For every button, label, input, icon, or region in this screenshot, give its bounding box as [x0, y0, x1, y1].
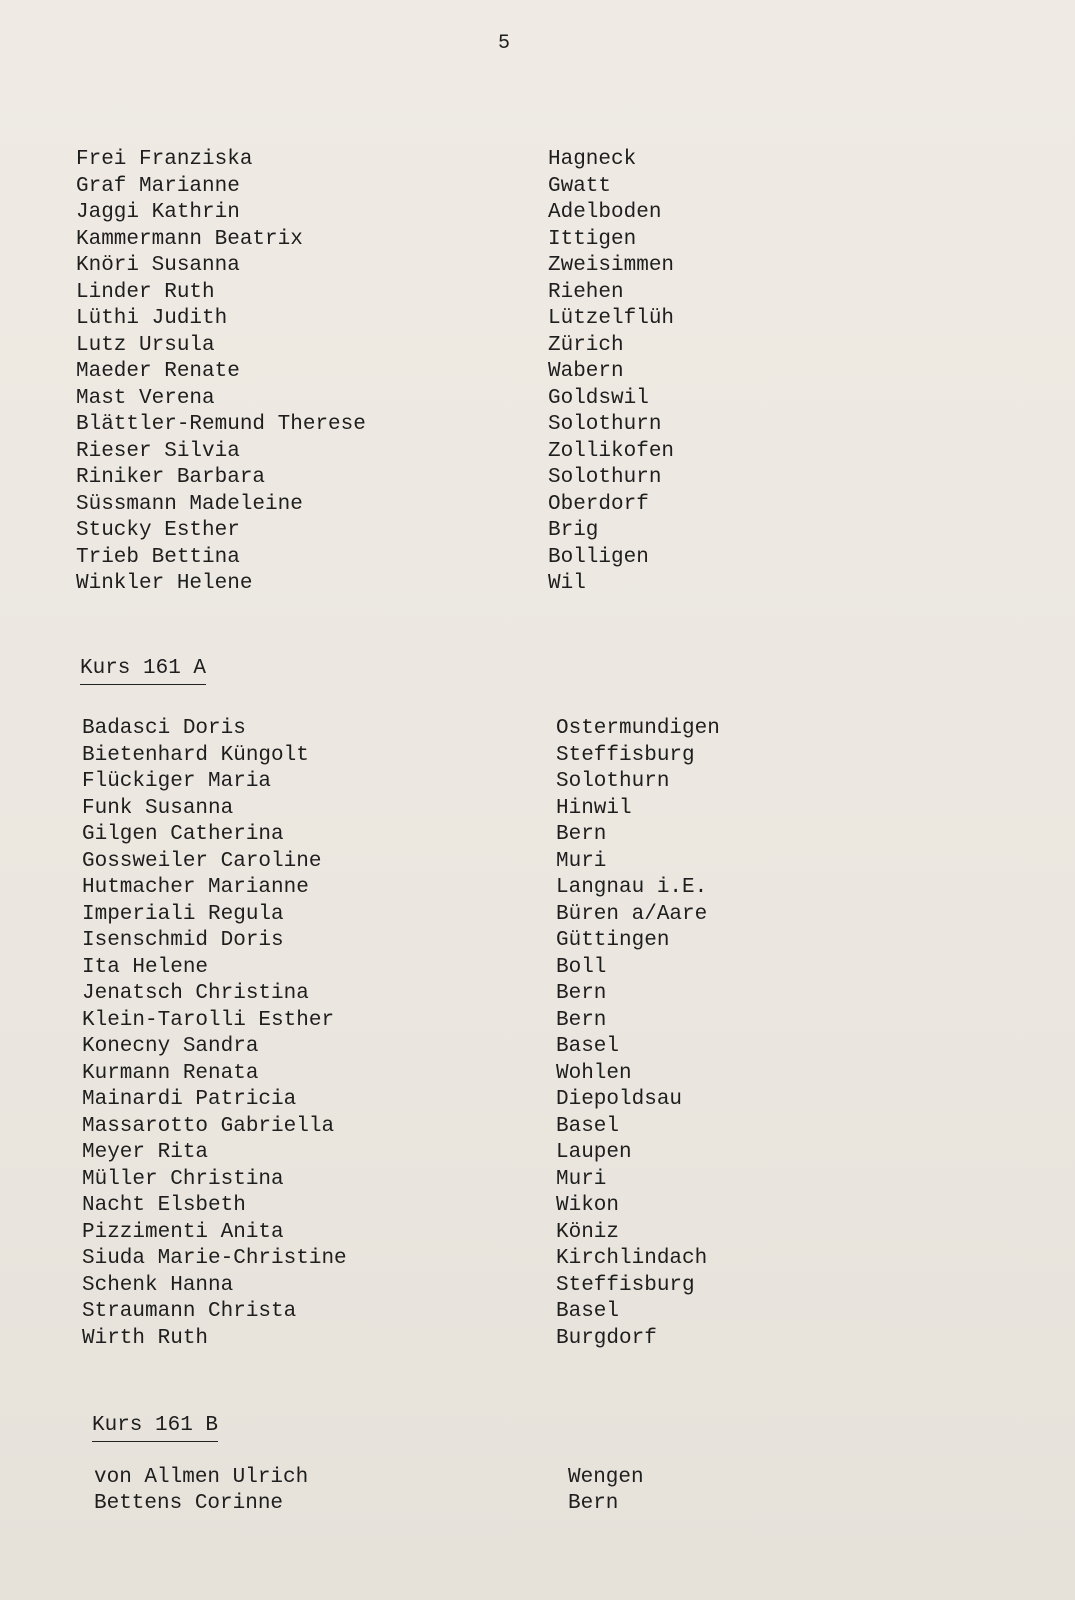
- participant-name: Knöri Susanna: [76, 254, 240, 277]
- list-item: [0, 1114, 1075, 1141]
- list-item: [0, 1061, 1075, 1088]
- list-item: [0, 253, 1075, 280]
- participant-place: Zollikofen: [548, 439, 675, 463]
- participant-place: Steffisburg: [556, 743, 695, 767]
- participant-place: Wohlen: [556, 1061, 632, 1085]
- list-item: [0, 822, 1075, 849]
- list-item: [0, 1491, 1075, 1517]
- participant-name: Stucky Esther: [76, 519, 240, 542]
- list-item: [0, 1193, 1075, 1220]
- list-item: [0, 306, 1075, 333]
- list-item: [0, 875, 1075, 902]
- participant-name: Winkler Helene: [76, 572, 253, 595]
- list-item: [0, 849, 1075, 876]
- participant-name: von Allmen Ulrich: [94, 1466, 309, 1489]
- participant-name: Meyer Rita: [82, 1141, 209, 1164]
- participant-place: Bolligen: [548, 545, 649, 569]
- participant-place: Bern: [556, 1008, 607, 1032]
- list-item: [0, 147, 1075, 174]
- participant-place: Gwatt: [548, 174, 612, 198]
- list-item: [0, 1273, 1075, 1300]
- participant-name: Gilgen Catherina: [82, 823, 284, 846]
- participant-place: Zürich: [548, 333, 624, 357]
- list-item: [0, 902, 1075, 929]
- participant-name: Kammermann Beatrix: [76, 227, 303, 251]
- participant-place: Wengen: [568, 1466, 644, 1489]
- participant-place: Langnau i.E.: [556, 876, 708, 899]
- list-item: [0, 492, 1075, 519]
- participant-name: Klein-Tarolli Esther: [82, 1008, 335, 1032]
- participant-place: Boll: [556, 955, 607, 979]
- list-item: [0, 545, 1075, 572]
- list-item: [0, 439, 1075, 466]
- participant-name: Flückiger Maria: [82, 770, 272, 793]
- participant-name: Mainardi Patricia: [82, 1088, 297, 1111]
- participant-place: Köniz: [556, 1220, 620, 1244]
- list-item: [0, 571, 1075, 598]
- participant-name: Mast Verena: [76, 386, 215, 410]
- list-item: [0, 1299, 1075, 1326]
- participant-place: Bern: [556, 823, 607, 846]
- list-item: [0, 359, 1075, 386]
- participant-name: Maeder Renate: [76, 360, 240, 383]
- participant-place: Bern: [568, 1492, 619, 1515]
- participant-name: Funk Susanna: [82, 796, 234, 820]
- list-item: [0, 1167, 1075, 1194]
- participant-place: Hagneck: [548, 148, 637, 171]
- participant-name: Straumann Christa: [82, 1300, 297, 1323]
- participant-name: Kurmann Renata: [82, 1061, 259, 1085]
- participant-name: Graf Marianne: [76, 174, 240, 198]
- participant-name: Ita Helene: [82, 955, 209, 979]
- list-item: [0, 716, 1075, 743]
- list-item: [0, 743, 1075, 770]
- section-heading-kurs-161-a: Kurs 161 A: [80, 656, 206, 685]
- participant-place: Goldswil: [548, 386, 649, 410]
- participant-name: Massarotto Gabriella: [82, 1114, 335, 1138]
- page-number: 5: [498, 32, 511, 55]
- participant-place: Lützelflüh: [548, 307, 675, 330]
- participant-place: Solothurn: [556, 770, 670, 793]
- participant-name: Bietenhard Küngolt: [82, 743, 309, 767]
- participant-place: Basel: [556, 1300, 620, 1323]
- participant-name: Süssmann Madeleine: [76, 492, 303, 516]
- list-item: [0, 200, 1075, 227]
- participant-place: Basel: [556, 1114, 620, 1138]
- participant-name: Riniker Barbara: [76, 466, 266, 489]
- participant-name: Blättler-Remund Therese: [76, 413, 366, 436]
- participant-list-kurs-161-b: [0, 1465, 1075, 1517]
- participant-place: Wil: [548, 572, 586, 595]
- list-item: [0, 174, 1075, 201]
- list-item: [0, 1326, 1075, 1353]
- list-item: [0, 928, 1075, 955]
- participant-name: Lüthi Judith: [76, 307, 228, 330]
- participant-name: Imperiali Regula: [82, 902, 284, 926]
- participant-list-kurs-161-a: [0, 716, 1075, 1352]
- participant-name: Nacht Elsbeth: [82, 1194, 246, 1217]
- participant-place: Steffisburg: [556, 1273, 695, 1297]
- participant-name: Linder Ruth: [76, 280, 215, 304]
- participant-name: Frei Franziska: [76, 148, 253, 171]
- list-item: [0, 227, 1075, 254]
- list-item: [0, 386, 1075, 413]
- participant-name: Isenschmid Doris: [82, 929, 284, 952]
- list-item: [0, 465, 1075, 492]
- participant-list-top: [0, 147, 1075, 598]
- participant-place: Güttingen: [556, 929, 670, 952]
- list-item: [0, 1008, 1075, 1035]
- list-item: [0, 412, 1075, 439]
- list-item: [0, 1246, 1075, 1273]
- participant-place: Bern: [556, 982, 607, 1005]
- list-item: [0, 1220, 1075, 1247]
- participant-place: Muri: [556, 1167, 607, 1191]
- participant-place: Riehen: [548, 280, 624, 304]
- participant-name: Rieser Silvia: [76, 439, 240, 463]
- participant-name: Schenk Hanna: [82, 1273, 234, 1297]
- list-item: [0, 769, 1075, 796]
- participant-place: Laupen: [556, 1141, 632, 1164]
- list-item: [0, 955, 1075, 982]
- participant-name: Gossweiler Caroline: [82, 849, 322, 873]
- participant-place: Wikon: [556, 1194, 620, 1217]
- participant-place: Adelboden: [548, 201, 662, 224]
- participant-name: Bettens Corinne: [94, 1492, 284, 1515]
- participant-name: Pizzimenti Anita: [82, 1220, 284, 1244]
- list-item: [0, 1465, 1075, 1491]
- participant-place: Brig: [548, 519, 599, 542]
- participant-place: Oberdorf: [548, 492, 649, 516]
- participant-place: Büren a/Aare: [556, 902, 708, 926]
- participant-place: Ostermundigen: [556, 717, 720, 740]
- participant-place: Solothurn: [548, 413, 662, 436]
- participant-name: Jaggi Kathrin: [76, 201, 240, 224]
- list-item: [0, 1087, 1075, 1114]
- participant-place: Zweisimmen: [548, 254, 675, 277]
- list-item: [0, 796, 1075, 823]
- participant-name: Badasci Doris: [82, 717, 246, 740]
- section-heading-kurs-161-b: Kurs 161 B: [92, 1413, 218, 1442]
- participant-name: Müller Christina: [82, 1167, 284, 1191]
- participant-name: Wirth Ruth: [82, 1326, 209, 1350]
- list-item: [0, 1140, 1075, 1167]
- participant-place: Diepoldsau: [556, 1088, 683, 1111]
- participant-place: Solothurn: [548, 466, 662, 489]
- list-item: [0, 333, 1075, 360]
- participant-name: Trieb Bettina: [76, 545, 240, 569]
- participant-place: Ittigen: [548, 227, 637, 251]
- list-item: [0, 518, 1075, 545]
- participant-name: Hutmacher Marianne: [82, 876, 309, 899]
- participant-place: Wabern: [548, 360, 624, 383]
- participant-place: Burgdorf: [556, 1326, 657, 1350]
- participant-place: Kirchlindach: [556, 1247, 708, 1270]
- participant-name: Jenatsch Christina: [82, 982, 309, 1005]
- participant-name: Konecny Sandra: [82, 1035, 259, 1058]
- participant-place: Hinwil: [556, 796, 632, 820]
- participant-name: Siuda Marie-Christine: [82, 1247, 347, 1270]
- list-item: [0, 1034, 1075, 1061]
- participant-place: Muri: [556, 849, 607, 873]
- participant-name: Lutz Ursula: [76, 333, 215, 357]
- participant-place: Basel: [556, 1035, 620, 1058]
- list-item: [0, 280, 1075, 307]
- list-item: [0, 981, 1075, 1008]
